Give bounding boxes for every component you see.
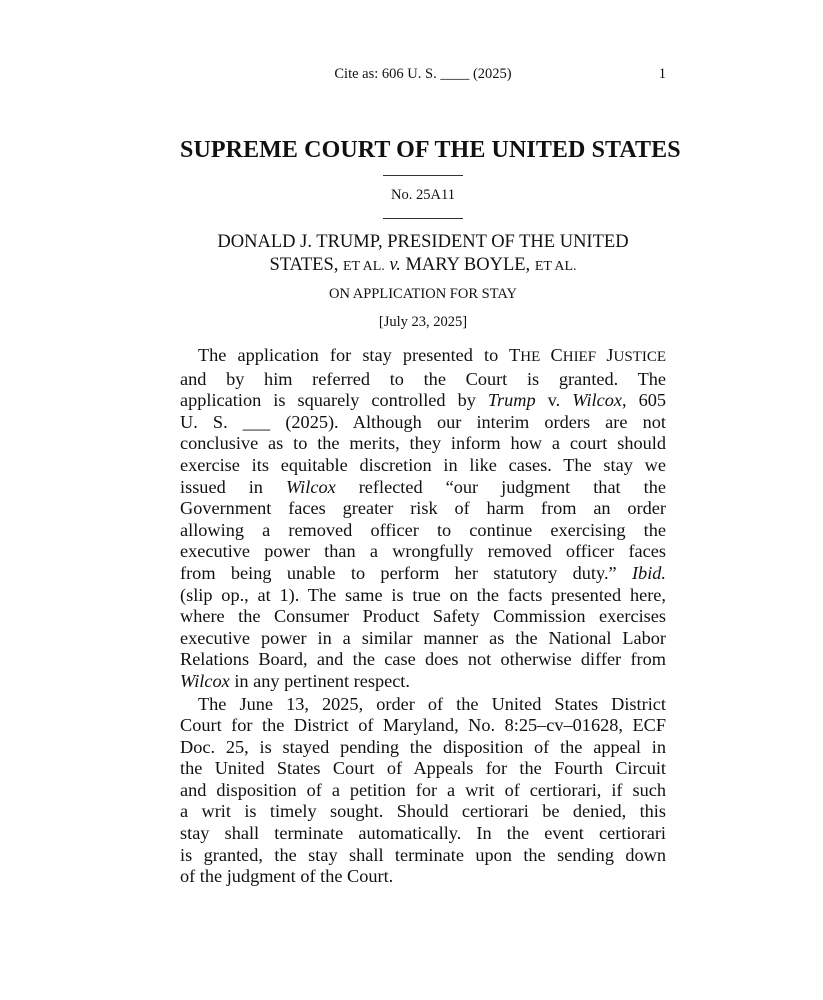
divider-rule	[383, 175, 463, 176]
text-line: a writ is timely sought. Should certiorari be denied, this	[180, 801, 666, 822]
text-run: HE	[520, 349, 551, 365]
caption-respondent: MARY BOYLE,	[405, 255, 535, 275]
text-line	[180, 345, 666, 369]
text-line: executive power in a similar manner as the National Labor	[180, 627, 666, 648]
paragraph	[180, 694, 666, 888]
text-line: allowing a removed officer to continue exercising the	[180, 519, 666, 540]
opinion-body	[180, 345, 666, 888]
paragraph	[180, 345, 666, 693]
versus: v.	[384, 255, 406, 275]
case-caption	[180, 231, 666, 278]
text-run: J	[606, 345, 614, 365]
et-al: ET AL.	[343, 259, 385, 274]
text-line	[180, 671, 666, 693]
page-number: 1	[658, 66, 666, 82]
text-run: Trump	[487, 390, 536, 411]
application-line: ON APPLICATION FOR STAY	[328, 286, 518, 302]
caption-petitioner-cont: STATES,	[269, 255, 343, 275]
text-run: Ibid.	[631, 562, 666, 583]
text-line: exercise its equitable discretion in like cases. The stay we	[180, 454, 666, 475]
text-run: from being unable to perform her statutory duty.”	[180, 562, 632, 583]
text-run: C	[550, 345, 563, 365]
text-line: U. S. ___ (2025). Although our interim orders are not	[180, 411, 666, 432]
text-line	[180, 563, 666, 585]
text-run: Wilcox	[572, 390, 622, 411]
text-run: USTICE	[613, 349, 666, 365]
text-line: is granted, the stay shall terminate upon the sending down	[180, 844, 666, 865]
text-line: Government faces greater risk of harm from an order	[180, 498, 666, 519]
citation: Cite as: 606 U. S. ____ (2025)	[334, 66, 512, 82]
text-line: where the Consumer Product Safety Commission exercises	[180, 606, 666, 627]
text-line: stay shall terminate automatically. In the event certiorari	[180, 823, 666, 844]
text-line: conclusive as to the merits, they inform how a court should	[180, 433, 666, 454]
text-run: issued in	[180, 476, 286, 497]
text-line: and by him referred to the Court is granted. The	[180, 368, 666, 389]
text-line: of the judgment of the Court.	[180, 866, 394, 887]
text-run: v.	[535, 390, 573, 411]
court-title: SUPREME COURT OF THE UNITED STATES	[180, 137, 681, 163]
text-line: the United States Court of Appeals for the Fourth Circuit	[180, 758, 666, 779]
decision-date: [July 23, 2025]	[378, 314, 468, 330]
docket-number: No. 25A11	[391, 187, 455, 203]
text-run: reflected “our judgment that the	[335, 476, 666, 497]
text-run: , 605	[621, 390, 666, 411]
text-line: Court for the District of Maryland, No. 8:25–cv–01628, ECF	[180, 715, 666, 736]
text-run: HIEF	[562, 349, 607, 365]
text-run: Wilcox	[180, 670, 230, 691]
text-line: The June 13, 2025, order of the United States District	[198, 693, 666, 714]
divider-rule	[383, 218, 463, 219]
caption-line-1: DONALD J. TRUMP, PRESIDENT OF THE UNITED	[217, 232, 629, 252]
text-line: (slip op., at 1). The same is true on the facts presented here,	[180, 584, 666, 605]
text-line: Doc. 25, is stayed pending the disposition of the appeal in	[180, 736, 666, 757]
text-line: and disposition of a petition for a writ of certiorari, if such	[180, 779, 666, 800]
caption-line-2	[180, 254, 666, 278]
opinion-page	[180, 0, 681, 1000]
text-line: Relations Board, and the case does not otherwise differ from	[180, 649, 666, 670]
running-head	[180, 66, 666, 88]
text-run: in any pertinent respect.	[229, 670, 410, 691]
text-run: application is squarely controlled by	[180, 390, 488, 411]
text-line: executive power than a wrongfully removed officer faces	[180, 541, 666, 562]
text-line	[180, 477, 666, 499]
et-al: ET AL.	[534, 259, 577, 274]
text-run: Wilcox	[285, 476, 336, 497]
text-run: The application for stay presented to T	[198, 345, 521, 365]
text-line	[180, 390, 666, 412]
